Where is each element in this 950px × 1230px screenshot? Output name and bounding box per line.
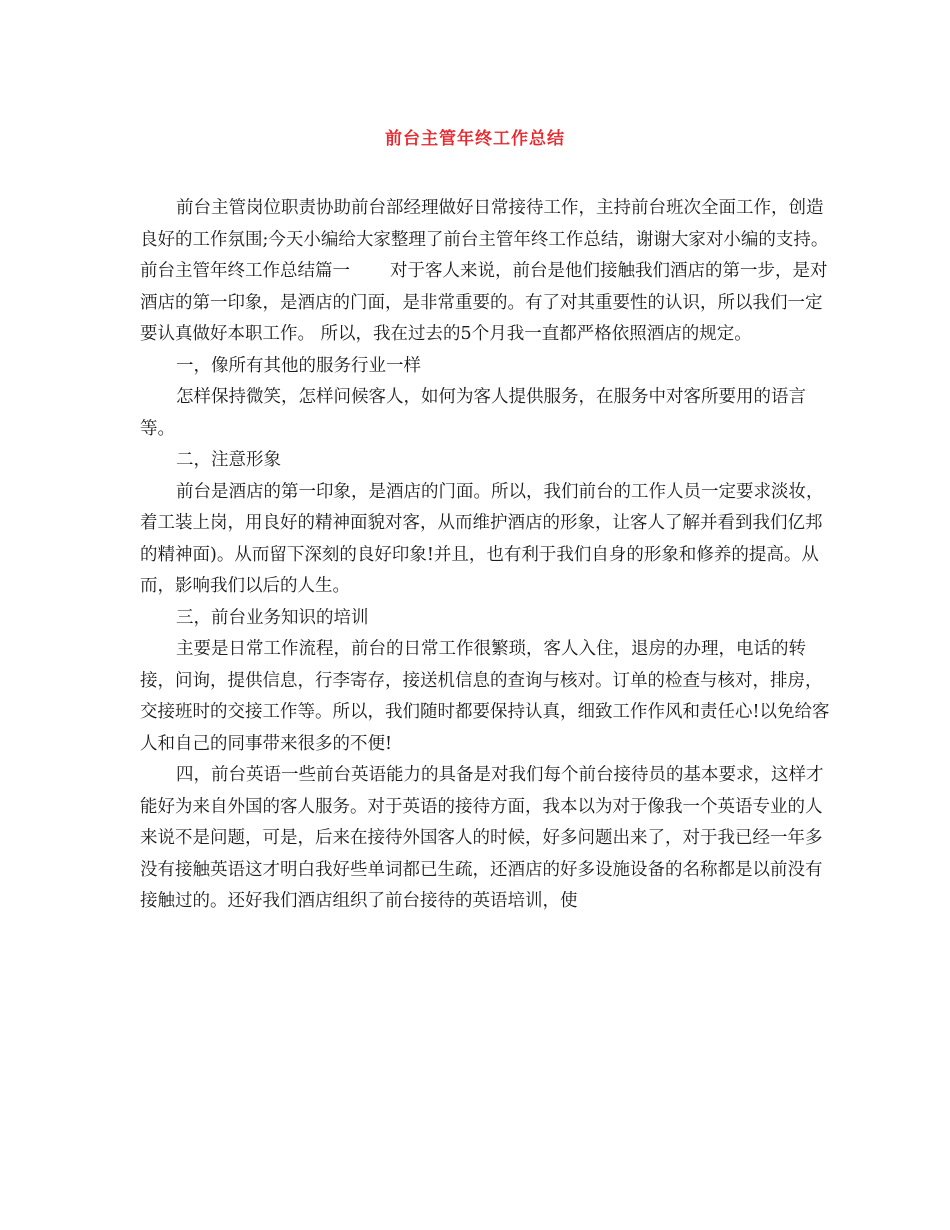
section-heading: 前台主管年终工作总结篇一 (140, 261, 350, 281)
point-3-heading: 三，前台业务知识的培训 (176, 607, 369, 628)
point-3-body: 主要是日常工作流程，前台的日常工作很繁琐，客人入住，退房的办理，电话的转接，问询，提供信息，行李寄存，接送机信息的查询与核对。订单的检查与核对，排房，交接班时的交接工作等。所以，我们随时都要保持认真，细致工作作风和责任心!以免给客人和自己的同事带来很多的不便! (140, 639, 830, 754)
point-2-body: 前台是酒店的第一印象，是酒店的门面。所以，我们前台的工作人员一定要求淡妆，着工装上岗，用良好的精神面貌对客，从而维护酒店的形象，让客人了解并看到我们亿邦的精神面)。从而留下深刻的良好印象!并且，也有利于我们自身的形象和修养的提高。从而，影响我们以后的人生。 (140, 481, 824, 596)
document-title: 前台主管年终工作总结 (385, 129, 565, 149)
document-body (140, 193, 830, 918)
point-1-body: 怎样保持微笑，怎样问候客人，如何为客人提供服务，在服务中对客所要用的语言等。 (140, 387, 806, 439)
intro-paragraph: 前台主管岗位职责协助前台部经理做好日常接待工作，主持前台班次全面工作，创造良好的工作氛围;今天小编给大家整理了前台主管年终工作总结，谢谢大家对小编的支持。 (140, 198, 829, 250)
point-1-heading: 一，像所有其他的服务行业一样 (176, 355, 421, 376)
point-2-heading: 二，注意形象 (176, 450, 281, 470)
section-first-paragraph: 对于客人来说，前台是他们接触我们酒店的第一步，是对酒店的第一印象，是酒店的门面，是非常重要的。有了对其重要性的认识，所以我们一定要认真做好本职工作。 所以，我在过去的5个月我一直都严格依照酒店的规定。 (140, 261, 828, 344)
section-paragraph (140, 256, 830, 351)
point-4-body: 四，前台英语一些前台英语能力的具备是对我们每个前台接待员的基本要求，这样才能好为来自外国的客人服务。对于英语的接待方面，我本以为对于像我一个英语专业的人来说不是问题，可是，后来在接待外国客人的时候，好多问题出来了，对于我已经一年多没有接触英语这才明白我好些单词都已生疏，还酒店的好多设施设备的名称都是以前没有接触过的。还好我们酒店组织了前台接待的英语培训，使 (140, 765, 824, 911)
